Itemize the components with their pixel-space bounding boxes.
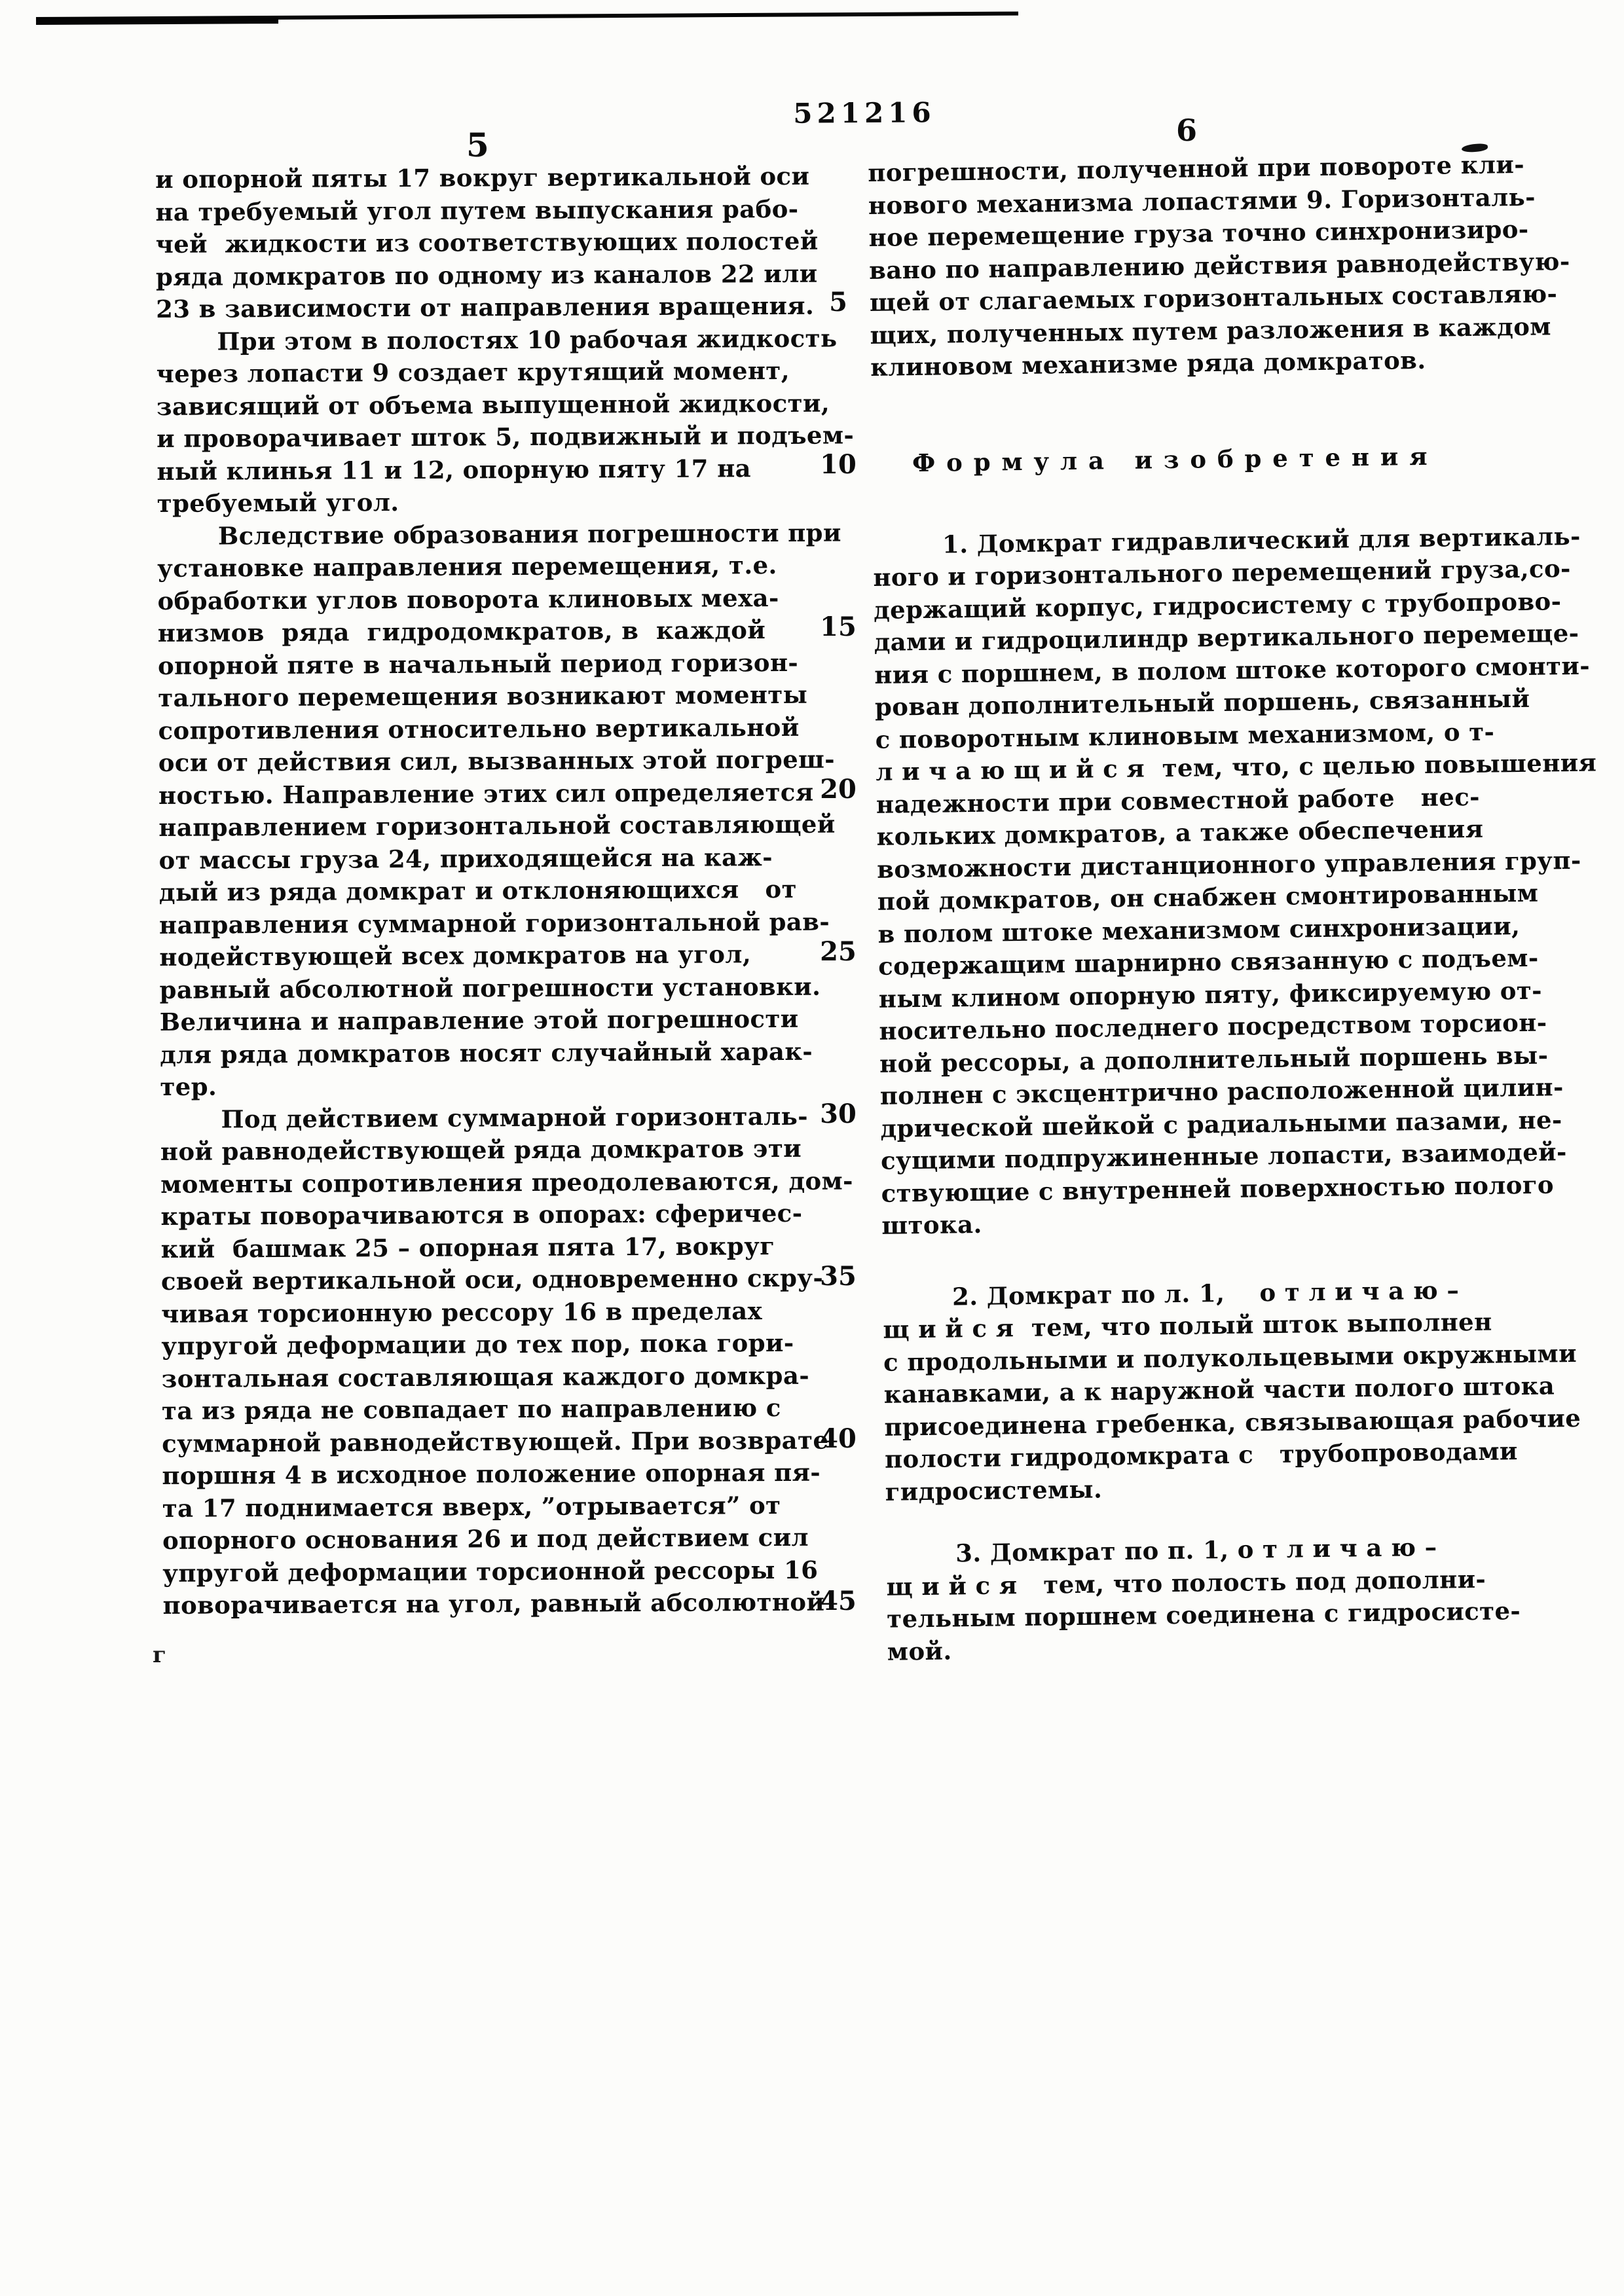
text-line: присоединена гребенка, связывающая рабочие (884, 1403, 1581, 1442)
text-line: поворачивается на угол, равный абсолютной (162, 1587, 825, 1620)
text-line: с поворотным клиновым механизмом, о т- (875, 717, 1495, 754)
text-line: щ и й с я тем, что полость под дополни- (886, 1564, 1486, 1601)
text-line: краты поворачиваются в опорах: сферичес- (160, 1198, 803, 1231)
claim-3 (886, 1529, 1614, 1668)
text-line: погрешности, полученной при повороте кли- (868, 149, 1525, 187)
text-line: кольких домкратов, а также обеспечения (876, 814, 1484, 851)
text-line: сопротивления относительно вертикальной (158, 712, 800, 745)
text-line: ния с поршнем, в полом штоке которого смонти- (874, 651, 1591, 689)
text-line: оси от действия сил, вызванных этой погреш- (158, 744, 836, 777)
text-line: л и ч а ю щ и й с я тем, что, с целью повышения (876, 748, 1597, 786)
text-line: направлением горизонтальной составляющей (158, 809, 836, 842)
text-line: обработки углов поворота клиновых меха- (157, 583, 779, 615)
text-line: через лопасти 9 создает крутящий момент, (156, 355, 790, 388)
text-line: ного и горизонтального перемещений груза,со- (873, 554, 1572, 592)
text-line: клиновом механизме ряда домкратов. (870, 345, 1426, 382)
gutter-line-number: 35 (820, 1261, 857, 1292)
text-line: та из ряда не совпадает по направлению с (161, 1393, 781, 1425)
text-line: содержащим шарнирно связанную с подъем- (877, 943, 1539, 981)
text-line: ной рессоры, а дополнительный поршень вы- (879, 1040, 1549, 1078)
text-line: опорного основания 26 и под действием сил (162, 1522, 809, 1555)
scan-edge-line-thick (36, 17, 278, 25)
text-line: При этом в полостях 10 рабочая жидкость (156, 323, 838, 356)
text-line: требуемый угол. (157, 488, 399, 518)
text-line: дами и гидроцилиндр вертикального перемеще- (874, 618, 1579, 657)
text-line: 3. Домкрат по п. 1, о т л и ч а ю – (885, 1532, 1437, 1569)
text-line: ный клинья 11 и 12, опорную пяту 17 на (157, 453, 752, 486)
text-line: с продольными и полукольцевыми окружными (883, 1338, 1578, 1377)
text-line: кий башмак 25 – опорная пята 17, вокруг (160, 1231, 775, 1264)
text-line: суммарной равнодействующей. При возврате (162, 1425, 829, 1458)
text-line: та 17 поднимается вверх, ”отрывается” от (162, 1490, 781, 1523)
text-line: ностью. Направление этих сил определяется (158, 777, 814, 810)
gutter-line-number: 20 (820, 774, 857, 805)
text-line: зависящий от объема выпущенной жидкости, (156, 388, 830, 421)
text-line: щих, полученных путем разложения в каждом (870, 311, 1552, 350)
text-line: и проворачивает шток 5, подвижный и подъем- (157, 420, 855, 453)
text-line: в полом штоке механизмом синхронизации, (877, 911, 1521, 949)
text-line: канавками, а к наружной части полого штока (883, 1371, 1555, 1409)
gutter-line-number: 45 (820, 1586, 857, 1616)
text-line: чей жидкости из соответствующих полостей (155, 226, 819, 259)
text-line: Величина и направление этой погрешности (159, 1004, 799, 1036)
right-column-intro (868, 147, 1597, 384)
stray-ink-mark: г (153, 1642, 166, 1668)
text-line: щей от слагаемых горизонтальных составляю- (869, 279, 1558, 317)
gutter-line-number: 40 (820, 1423, 857, 1454)
text-line: ной равнодействующей ряда домкратов эти (160, 1133, 802, 1166)
text-line: моменты сопротивления преодолеваются, дом- (160, 1165, 853, 1199)
gutter-line-number: 30 (820, 1099, 857, 1129)
text-line: чивая торсионную рессору 16 в пределах (161, 1296, 763, 1328)
text-line: равный абсолютной погрешности установки. (159, 972, 821, 1004)
text-line: носительно последнего посредством торсион- (879, 1008, 1547, 1046)
gutter-line-number: 10 (820, 449, 857, 480)
text-line: нового механизма лопастями 9. Горизонталь- (868, 182, 1536, 220)
text-line: мой. (887, 1636, 952, 1666)
text-line: Вследствие образования погрешности при (157, 518, 841, 551)
text-line: упругой деформации торсионной рессоры 16 (162, 1555, 819, 1588)
text-line: полнен с эксцентрично расположенной цилин- (879, 1072, 1564, 1110)
text-line: тер. (160, 1072, 217, 1101)
text-line: для ряда домкратов носят случайный харак- (160, 1036, 813, 1069)
text-line: низмов ряда гидродомкратов, в каждой (157, 615, 766, 647)
text-line: 23 в зависимости от направления вращения. (156, 291, 815, 323)
text-line: возможности дистанционного управления груп- (876, 845, 1581, 884)
gutter-line-numbers (811, 288, 866, 1749)
text-line: ствующие с внутренней поверхностью полого (881, 1169, 1555, 1208)
text-line: щ и й с я тем, что полый шток выполнен (883, 1307, 1492, 1344)
text-line: установке направления перемещения, т.е. (157, 551, 777, 583)
text-line: полости гидродомкрата с трубопроводами (884, 1436, 1518, 1474)
text-line: направления суммарной горизонтальной рав- (158, 907, 830, 939)
text-line: и опорной пяты 17 вокруг вертикальной оси (155, 161, 810, 194)
text-line: 2. Домкрат по л. 1, о т л и ч а ю – (882, 1275, 1460, 1312)
text-line: ряда домкратов по одному из каналов 22 или (155, 259, 818, 291)
claim-2 (882, 1272, 1612, 1508)
column-number-left: 5 (466, 126, 489, 164)
right-column (868, 147, 1614, 1667)
text-line: пой домкратов, он снабжен смонтированным (877, 878, 1539, 916)
patent-number: 521216 (793, 96, 936, 130)
text-line: держащий корпус, гидросистему с трубопрово- (873, 586, 1562, 625)
text-line: поршня 4 в исходное положение опорная пя- (162, 1457, 821, 1490)
text-line: рован дополнительный поршень, связанный (874, 683, 1530, 721)
text-line: ным клином опорную пяту, фиксируемую от- (878, 975, 1543, 1013)
text-line: сущими подпружиненные лопасти, взаимодей- (880, 1137, 1568, 1175)
text-line: опорной пяте в начальный период горизон- (157, 647, 799, 680)
text-line: нодействующей всех домкратов на угол, (159, 939, 752, 972)
claims-section-heading: Ф о р м у л а и з о б р е т е н и я (912, 441, 1429, 477)
gutter-line-number: 5 (829, 287, 847, 318)
text-line: ное перемещение груза точно синхронизиро- (868, 214, 1529, 252)
column-number-right: 6 (1176, 113, 1198, 148)
claim-1 (872, 520, 1608, 1242)
text-line: 1. Домкрат гидравлический для вертикаль- (872, 521, 1581, 560)
text-line: тального перемещения возникают моменты (158, 680, 808, 712)
text-line: штока. (881, 1209, 982, 1240)
text-line: зонтальная составляющая каждого домкра- (161, 1360, 810, 1393)
gutter-line-number: 25 (820, 936, 857, 967)
text-line: дый из ряда домкрат и отклоняющихся от (158, 874, 797, 907)
left-column (155, 160, 857, 1622)
text-line: упругой деформации до тех пор, пока гори- (161, 1328, 794, 1360)
text-line: надежности при совместной работе нес- (876, 782, 1481, 819)
text-line: дрической шейкой с радиальными пазами, не- (880, 1104, 1562, 1143)
text-line: Под действием суммарной горизонталь- (160, 1101, 809, 1134)
gutter-line-number: 15 (820, 611, 857, 642)
text-line: вано по направлению действия равнодействую- (868, 246, 1570, 285)
gutter-number-list (811, 288, 866, 1749)
text-line: на требуемый угол путем выпускания рабо- (155, 194, 799, 227)
text-line: гидросистемы. (885, 1474, 1103, 1506)
left-column-lines (155, 160, 857, 1622)
text-line: своей вертикальной оси, одновременно скру- (160, 1263, 824, 1296)
text-line: от массы груза 24, приходящейся на каж- (158, 842, 773, 875)
text-line: тельным поршнем соединена с гидросисте- (886, 1596, 1521, 1633)
